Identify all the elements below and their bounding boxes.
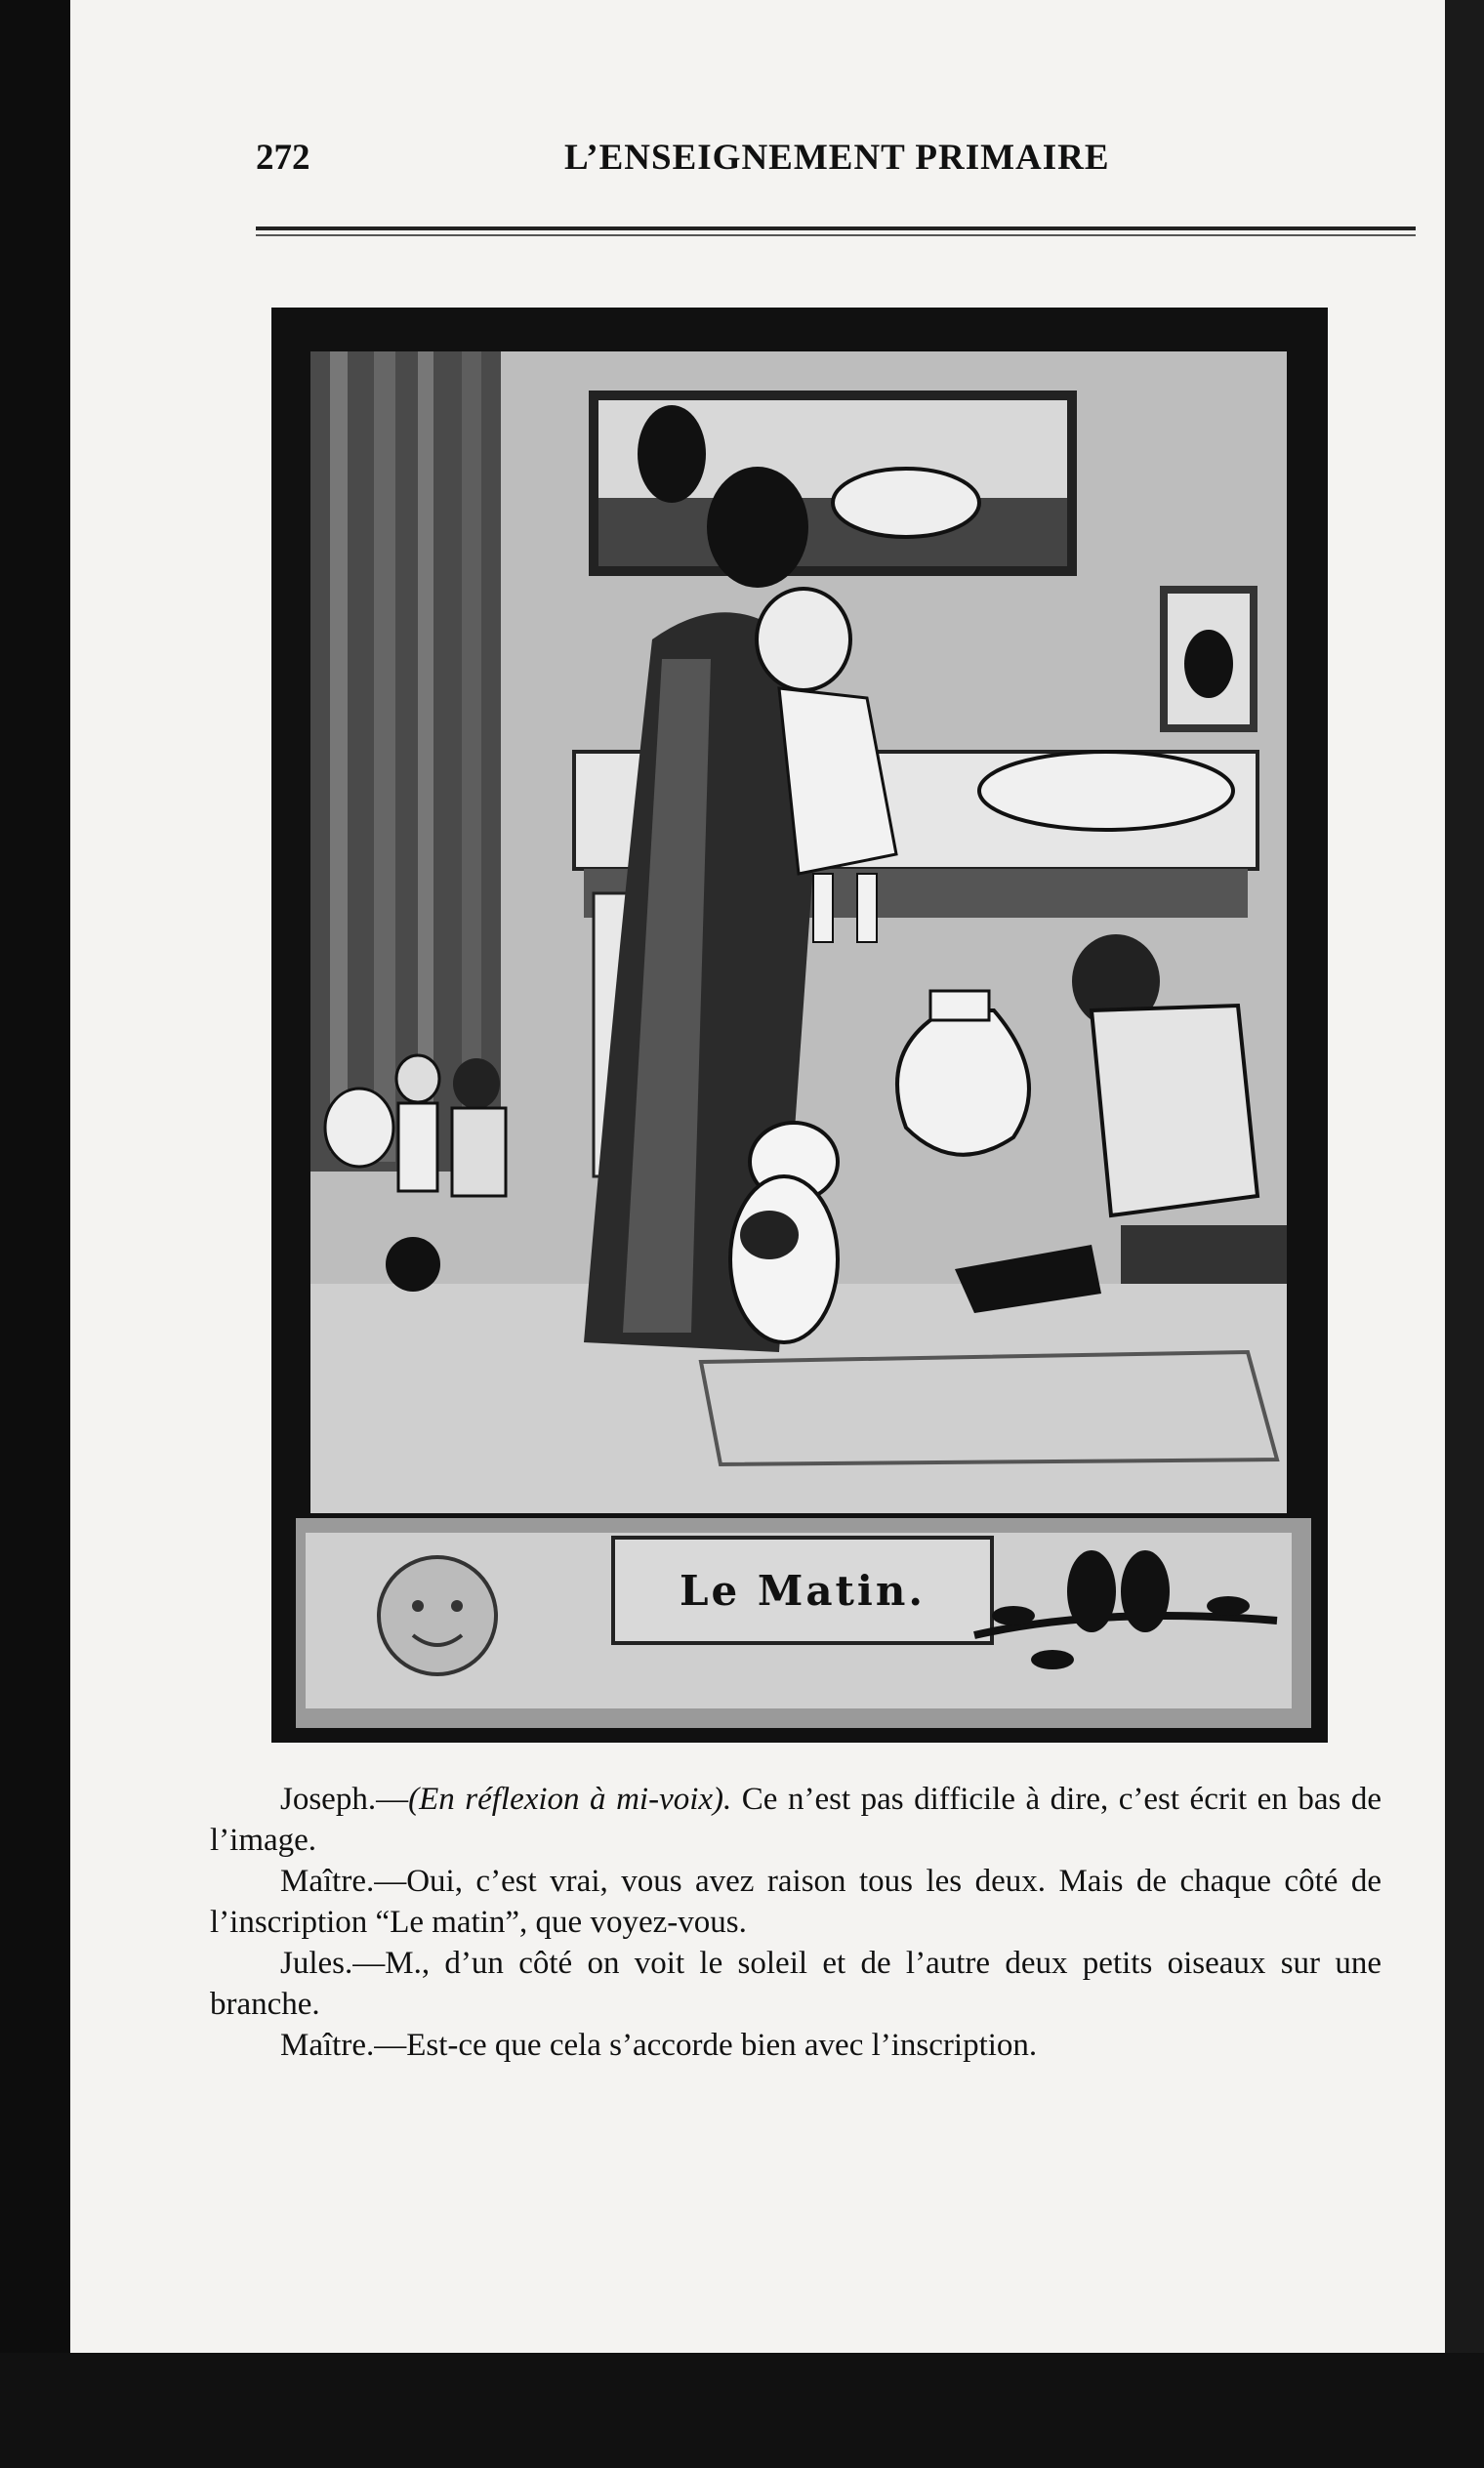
illustration-le-matin [271, 308, 1328, 1743]
dialogue-paragraph [210, 1779, 1381, 1861]
speaker-label: Joseph.— [280, 1782, 409, 1817]
dialogue-paragraph [210, 1943, 1381, 2025]
speaker-label: Maître.— [280, 2028, 407, 2063]
sun-icon [379, 1557, 496, 1674]
page-edge-shadow [1445, 0, 1484, 2468]
dialogue-paragraph [210, 1861, 1381, 1943]
stage-direction: (En réflexion à mi-voix). [408, 1782, 732, 1817]
dialogue-line: Ce n’est pas difficile à dire, c’est écrit en bas de l’image. [210, 1782, 1381, 1858]
framed-picture-cats [589, 391, 1077, 576]
dialogue-line: Oui, c’est vrai, vous avez raison tous les deux. Mais de chaque côté de l’inscription “Le matin”, que voyez-vous. [210, 1864, 1381, 1940]
header-rule [256, 226, 1416, 240]
dialogue-text [210, 1779, 1381, 2066]
caption-label-box [613, 1538, 992, 1643]
page-number: 272 [256, 138, 310, 178]
dialogue-paragraph [210, 2025, 1381, 2066]
illustration-drawing [271, 308, 1328, 1743]
scan-border [0, 2353, 1484, 2468]
curtain [310, 351, 501, 1172]
dialogue-line: M., d’un côté on voit le soleil et de l’autre deux petits oiseaux sur une branche. [210, 1946, 1381, 2022]
speaker-label: Jules.— [280, 1946, 386, 1981]
illustration-caption: Le Matin. [679, 1566, 927, 1615]
speaker-label: Maître.— [280, 1864, 407, 1899]
running-title: L’ENSEIGNEMENT PRIMAIRE [564, 138, 1110, 178]
dialogue-line: Est-ce que cela s’accorde bien avec l’inscription. [406, 2028, 1038, 2063]
framed-portrait [1160, 586, 1257, 732]
